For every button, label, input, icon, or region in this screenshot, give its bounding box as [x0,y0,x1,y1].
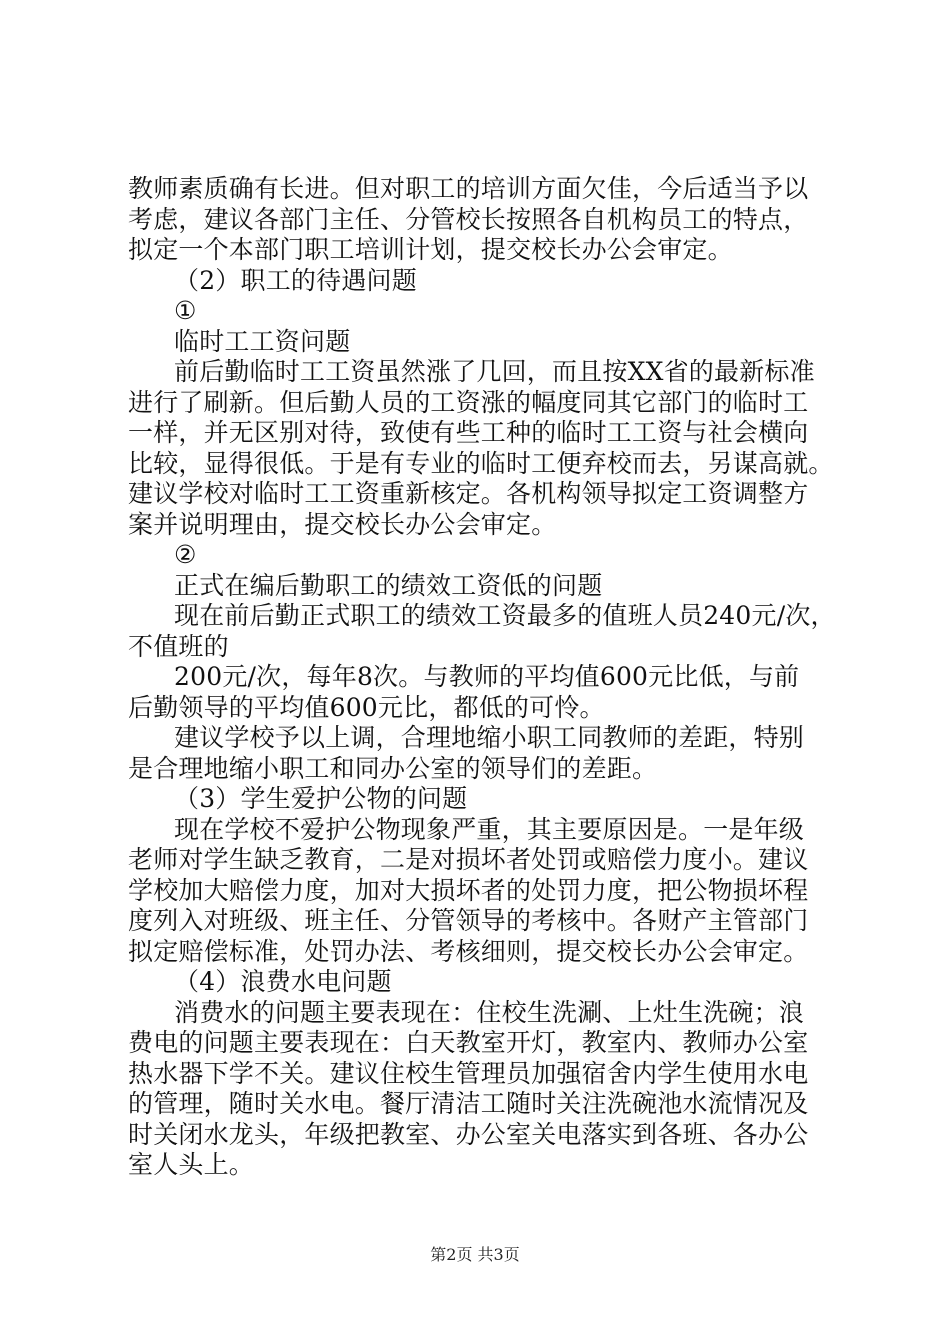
text-line: 建议学校对临时工工资重新核定。各机构领导拟定工资调整方 [128,479,809,508]
text-line: 现在学校不爱护公物现象严重，其主要原因是。一是年级 [174,814,805,844]
text-line: 老师对学生缺乏教育，二是对损坏者处罚或赔偿力度小。建议 [128,845,809,874]
text-line: ② [174,540,197,569]
text-line: 比较，显得很低。于是有专业的临时工便弃校而去，另谋高就。 [128,448,834,478]
text-line: 进行了刷新。但后勤人员的工资涨的幅度同其它部门的临时工 [128,387,809,417]
text-line: 消费水的问题主要表现在：住校生洗涮、上灶生洗碗；浪 [174,997,805,1027]
text-line: 的管理，随时关水电。餐厅清洁工随时关注洗碗池水流情况及 [128,1089,809,1118]
text-line: 热水器下学不关。建议住校生管理员加强宿舍内学生使用水电 [128,1058,809,1088]
text-line: 考虑，建议各部门主任、分管校长按照各自机构员工的特点， [128,204,809,234]
text-line: 建议学校予以上调，合理地缩小职工同教师的差距，特别 [174,723,805,752]
text-line: （3）学生爱护公物的问题 [174,784,468,813]
text-line: 前后勤临时工工资虽然涨了几回，而且按XX省的最新标准 [174,357,815,386]
text-line: 拟定赔偿标准，处罚办法、考核细则，提交校长办公会审定。 [128,936,809,966]
text-line: 现在前后勤正式职工的绩效工资最多的值班人员240元/次， [174,601,836,630]
text-line: 费电的问题主要表现在：白天教室开灯，教室内、教师办公室 [128,1028,809,1057]
text-line: 200元/次，每年8次。与教师的平均值600元比低，与前 [174,662,800,691]
page-footer: 第2页 共3页 [430,1245,520,1264]
text-line: 案并说明理由，提交校长办公会审定。 [128,509,557,539]
document-body [128,174,836,1181]
text-line: （4）浪费水电问题 [174,967,392,996]
text-line: 学校加大赔偿力度，加对大损坏者的处罚力度，把公物损坏程 [128,875,809,905]
text-line: 不值班的 [128,631,229,661]
text-line: 时关闭水龙头，年级把教室、办公室关电落实到各班、各办公 [128,1119,809,1149]
text-line: 后勤领导的平均值600元比，都低的可怜。 [128,692,605,722]
text-line: 室人头上。 [128,1150,255,1179]
text-line: 拟定一个本部门职工培训计划，提交校长办公会审定。 [128,235,733,264]
text-line: 临时工工资问题 [174,326,351,356]
text-line: （2）职工的待遇问题 [174,265,417,295]
text-line: ① [174,296,197,325]
text-line: 是合理地缩小职工和同办公室的领导们的差距。 [128,753,658,783]
text-line: 教师素质确有长进。但对职工的培训方面欠佳，今后适当予以 [128,174,809,203]
text-line: 度列入对班级、班主任、分管领导的考核中。各财产主管部门 [128,906,809,935]
text-line: 正式在编后勤职工的绩效工资低的问题 [174,570,603,600]
text-line: 一样，并无区别对待，致使有些工种的临时工工资与社会横向 [128,418,809,447]
